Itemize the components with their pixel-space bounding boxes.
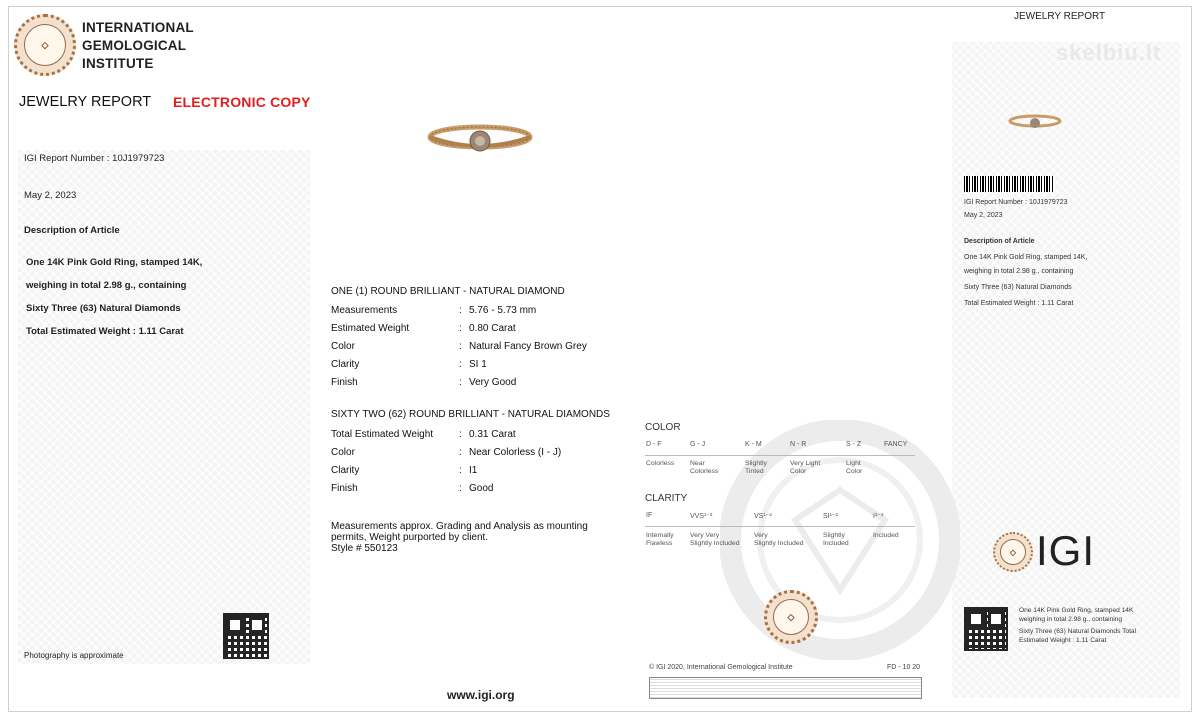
clarity-scale-title: CLARITY: [645, 493, 688, 504]
description-line-2: weighing in total 2.98 g., containing: [26, 280, 187, 291]
clarity-desc: Internally Flawless: [646, 532, 674, 547]
igi-seal-logo: [14, 14, 76, 76]
barcode: [964, 176, 1054, 192]
row-value: 0.80 Carat: [469, 323, 516, 334]
right-bottom-line-4: Estimated Weight : 1.11 Carat: [1019, 636, 1107, 644]
color-desc: Light Color: [846, 460, 863, 475]
row-value: 0.31 Carat: [469, 429, 516, 440]
row-key: Finish: [331, 483, 358, 494]
side-stones-title: SIXTY TWO (62) ROUND BRILLIANT - NATURAL DIAMONDS: [331, 409, 610, 420]
notes-line-1: Measurements approx. Grading and Analysis as mounting: [331, 521, 588, 532]
right-description-line-2: weighing in total 2.98 g., containing: [964, 268, 1074, 275]
report-number: IGI Report Number : 10J1979723: [24, 153, 165, 164]
right-description-line-3: Sixty Three (63) Natural Diamonds: [964, 284, 1072, 291]
right-bottom-line-3: Sixty Three (63) Natural Diamonds Total: [1019, 628, 1137, 635]
color-desc: Colorless: [646, 460, 675, 467]
row-colon: :: [459, 377, 462, 388]
org-line-3: INSTITUTE: [82, 56, 154, 71]
qr-code-left: [223, 613, 269, 659]
color-grade: K - M: [745, 441, 762, 448]
row-colon: :: [459, 447, 462, 458]
form-code: FD - 10 20: [887, 664, 921, 671]
color-grade: FANCY: [884, 441, 908, 448]
photography-note: Photography is approximate: [24, 651, 124, 660]
watermark: skelbiu.lt: [1056, 40, 1162, 65]
igi-seal-right: [993, 532, 1033, 572]
clarity-desc: Included: [873, 532, 899, 539]
description-line-4: Total Estimated Weight : 1.11 Carat: [26, 326, 184, 337]
copyright: © IGI 2020, International Gemological Institute: [649, 664, 793, 671]
row-value: Near Colorless (I - J): [469, 447, 562, 458]
row-colon: :: [459, 341, 462, 352]
color-desc: Near Colorless: [690, 460, 719, 475]
color-scale-title: COLOR: [645, 422, 681, 433]
row-value: 5.76 - 5.73 mm: [469, 305, 537, 316]
clarity-desc: Slightly Included: [823, 532, 849, 547]
row-colon: :: [459, 429, 462, 440]
row-value: Very Good: [469, 377, 517, 388]
color-grade: N - R: [790, 441, 807, 448]
row-key: Measurements: [331, 305, 398, 316]
right-pattern-panel: [952, 42, 1180, 698]
right-description-line-1: One 14K Pink Gold Ring, stamped 14K,: [964, 254, 1088, 261]
diamond-icon: ◇: [24, 24, 66, 66]
main-stone-title: ONE (1) ROUND BRILLIANT - NATURAL DIAMOND: [331, 286, 565, 297]
clarity-desc: Very Very Slightly Included: [690, 532, 740, 547]
clarity-grade: IF: [646, 512, 653, 519]
row-colon: :: [459, 359, 462, 370]
notes: [331, 521, 588, 554]
org-line-1: INTERNATIONAL: [82, 20, 194, 35]
row-key: Color: [331, 341, 355, 352]
color-desc: Very Light Color: [790, 460, 821, 475]
row-key: Total Estimated Weight: [331, 429, 434, 440]
clarity-grade: I¹⁻³: [873, 513, 884, 520]
right-bottom-text: [1019, 607, 1136, 645]
igi-logo: IGI: [1036, 527, 1096, 574]
row-colon: :: [459, 483, 462, 494]
notes-line-3: Style # 550123: [331, 543, 398, 554]
security-strip: [649, 677, 922, 699]
clarity-desc: Very Slightly Included: [754, 532, 804, 547]
row-colon: :: [459, 465, 462, 476]
clarity-grade: SI¹⁻²: [823, 513, 838, 520]
igi-seal-bottom: [764, 590, 818, 644]
right-date: May 2, 2023: [964, 212, 1003, 219]
color-desc: Slightly Tinted: [745, 460, 767, 475]
color-grade: S - Z: [846, 441, 862, 448]
website: www.igi.org: [447, 688, 515, 702]
row-key: Clarity: [331, 465, 360, 476]
clarity-grade: VS¹⁻²: [754, 513, 772, 520]
clarity-scale-divider: [645, 526, 915, 527]
description-line-1: One 14K Pink Gold Ring, stamped 14K,: [26, 257, 203, 268]
row-key: Clarity: [331, 359, 360, 370]
org-line-2: GEMOLOGICAL: [82, 38, 187, 53]
description-heading: Description of Article: [24, 225, 120, 236]
right-report-title: JEWELRY REPORT: [1014, 11, 1106, 22]
row-key: Finish: [331, 377, 358, 388]
notes-line-2: permits, Weight purported by client.: [331, 532, 489, 543]
color-grade: G - J: [690, 441, 706, 448]
row-value: SI 1: [469, 359, 487, 370]
right-bottom-line-1: One 14K Pink Gold Ring, stamped 14K: [1019, 607, 1134, 614]
row-value: I1: [469, 465, 478, 476]
diamond-icon: ◇: [773, 599, 809, 635]
right-description-line-4: Total Estimated Weight : 1.11 Carat: [964, 300, 1074, 307]
ring-photo-small: [1007, 110, 1063, 136]
right-bottom-line-2: weighing in total 2.98 g., containing: [1019, 615, 1123, 623]
row-colon: :: [459, 323, 462, 334]
qr-code-right: [964, 607, 1008, 651]
description-line-3: Sixty Three (63) Natural Diamonds: [26, 303, 181, 314]
row-value: Natural Fancy Brown Grey: [469, 341, 587, 352]
clarity-grade: VVS¹⁻²: [690, 513, 713, 520]
report-title: JEWELRY REPORT: [19, 94, 152, 110]
org-name: [82, 19, 194, 73]
report-date: May 2, 2023: [24, 190, 77, 201]
electronic-copy-label: ELECTRONIC COPY: [173, 94, 311, 110]
row-value: Good: [469, 483, 494, 494]
color-scale-divider: [645, 455, 915, 456]
row-colon: :: [459, 305, 462, 316]
color-grade: D - F: [646, 441, 662, 448]
right-description-heading: Description of Article: [964, 238, 1035, 245]
right-report-number: IGI Report Number : 10J1979723: [964, 199, 1068, 206]
diamond-icon: ◇: [1000, 539, 1026, 565]
ring-photo: [425, 115, 535, 165]
row-key: Estimated Weight: [331, 323, 410, 334]
row-key: Color: [331, 447, 355, 458]
